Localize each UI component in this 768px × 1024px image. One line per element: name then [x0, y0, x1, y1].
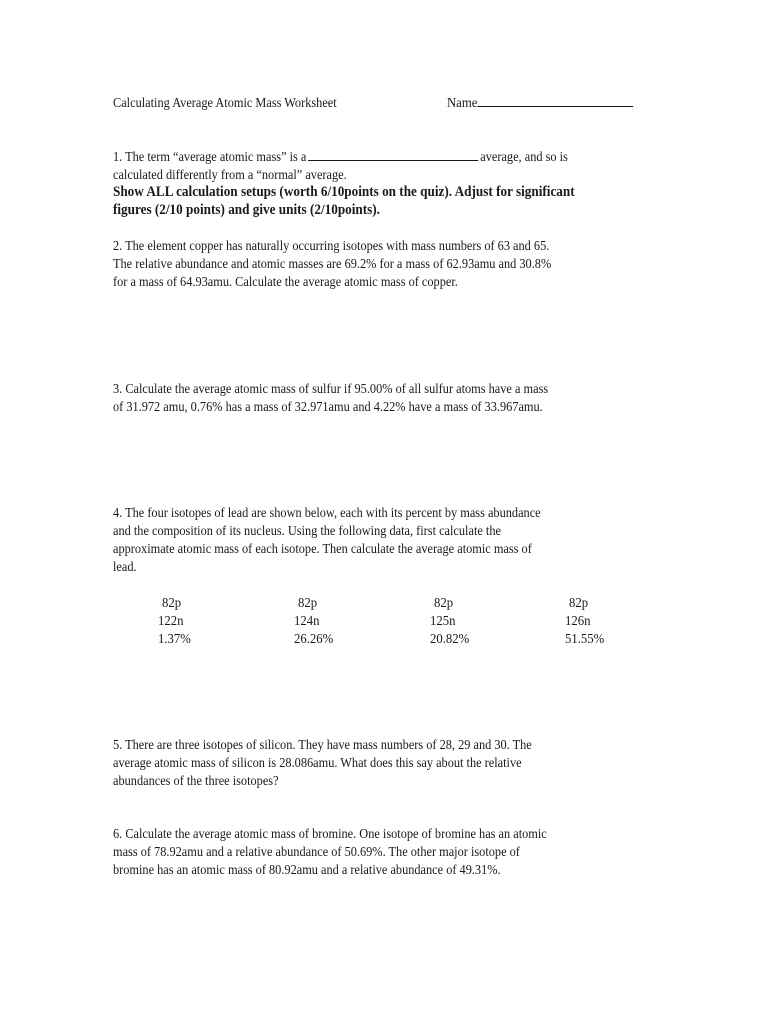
- q4-line-3: approximate atomic mass of each isotope. Then calculate the average atomic mass of: [113, 541, 532, 556]
- isotope-protons: 82p: [434, 595, 454, 610]
- q1-text-start: 1. The term “average atomic mass” is a: [113, 149, 307, 164]
- isotope-protons: 82p: [569, 595, 589, 610]
- q1-text-end: average, and so is: [480, 149, 568, 164]
- q6-line-1: 6. Calculate the average atomic mass of bromine. One isotope of bromine has an atomic: [113, 826, 547, 841]
- q2-line-1: 2. The element copper has naturally occurring isotopes with mass numbers of 63 and 65.: [113, 238, 550, 253]
- instructions-line-2: figures (2/10 points) and give units (2/10points).: [113, 202, 380, 218]
- isotope-abundance: 26.26%: [294, 631, 334, 646]
- isotope-protons: 82p: [298, 595, 318, 610]
- isotope-abundance: 51.55%: [565, 631, 605, 646]
- name-label: Name: [447, 95, 478, 110]
- q4-line-1: 4. The four isotopes of lead are shown below, each with its percent by mass abundance: [113, 505, 541, 520]
- q1-line-2: calculated differently from a “normal” average.: [113, 167, 347, 182]
- q4-line-4: lead.: [113, 559, 137, 574]
- isotope-neutrons: 125n: [430, 613, 456, 628]
- name-blank-line: [477, 94, 633, 107]
- q1-blank-line: [308, 148, 478, 161]
- isotope-neutrons: 126n: [565, 613, 591, 628]
- isotope-neutrons: 122n: [158, 613, 184, 628]
- q2-line-3: for a mass of 64.93amu. Calculate the average atomic mass of copper.: [113, 274, 458, 289]
- q5-line-2: average atomic mass of silicon is 28.086amu. What does this say about the relative: [113, 755, 522, 770]
- isotope-protons: 82p: [162, 595, 182, 610]
- q4-line-2: and the composition of its nucleus. Using the following data, first calculate the: [113, 523, 501, 538]
- isotope-abundance: 20.82%: [430, 631, 470, 646]
- isotope-neutrons: 124n: [294, 613, 320, 628]
- q5-line-3: abundances of the three isotopes?: [113, 773, 279, 788]
- q5-line-1: 5. There are three isotopes of silicon. They have mass numbers of 28, 29 and 30. The: [113, 737, 532, 752]
- instructions-line-1: Show ALL calculation setups (worth 6/10points on the quiz). Adjust for significant: [113, 184, 575, 200]
- q3-line-1: 3. Calculate the average atomic mass of sulfur if 95.00% of all sulfur atoms have a mass: [113, 381, 549, 396]
- q6-line-3: bromine has an atomic mass of 80.92amu and a relative abundance of 49.31%.: [113, 862, 501, 877]
- isotope-abundance: 1.37%: [158, 631, 191, 646]
- name-field: [447, 94, 633, 112]
- q1-line-1: [113, 148, 568, 166]
- worksheet-title: Calculating Average Atomic Mass Worksheet: [113, 95, 337, 110]
- q6-line-2: mass of 78.92amu and a relative abundance of 50.69%. The other major isotope of: [113, 844, 520, 859]
- q3-line-2: of 31.972 amu, 0.76% has a mass of 32.971amu and 4.22% have a mass of 33.967amu.: [113, 399, 543, 414]
- q2-line-2: The relative abundance and atomic masses are 69.2% for a mass of 62.93amu and 30.8%: [113, 256, 552, 271]
